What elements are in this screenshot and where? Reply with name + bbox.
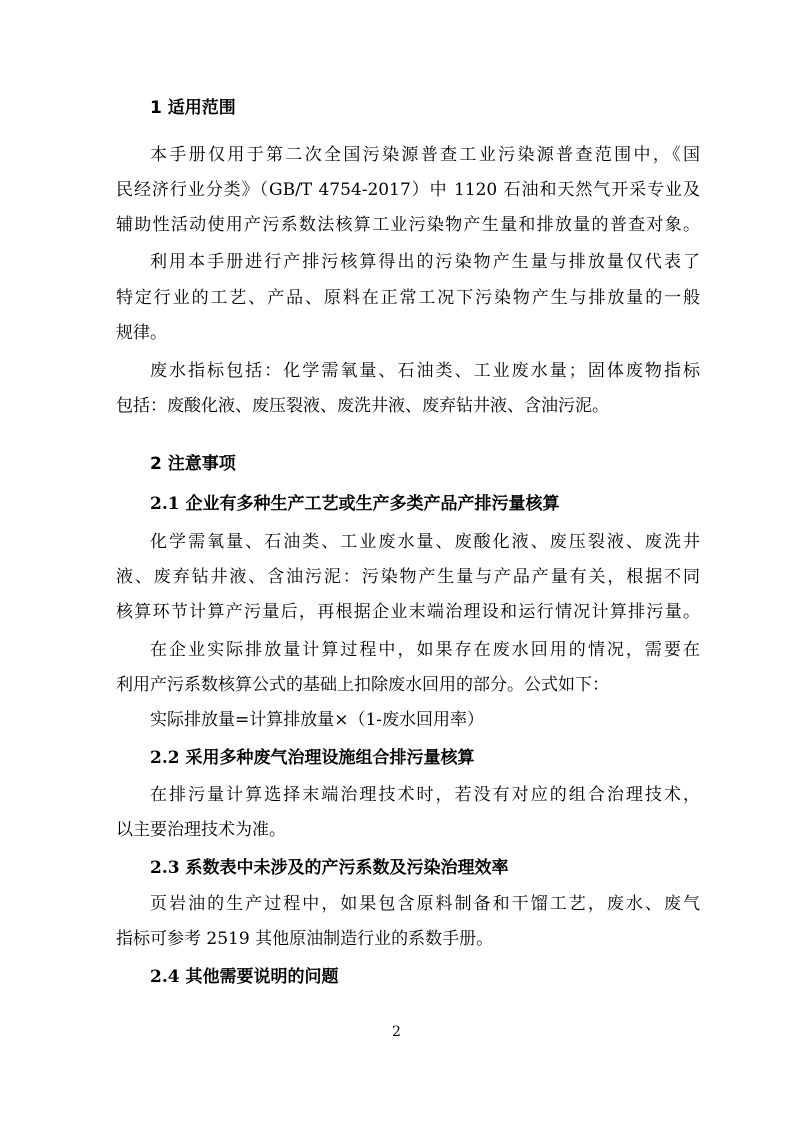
section-1-p3-line-2: 包括：废酸化液、废压裂液、废洗井液、废弃钻井液、含油污泥。 — [116, 396, 609, 416]
section-2-1-heading: 2.1 企业有多种生产工艺或生产多类产品产排污量核算 — [150, 494, 560, 514]
section-1-p2-line-1: 利用本手册进行产排污核算得出的污染物产生量与排放量仅代表了 — [150, 252, 700, 272]
section-2-1-p2-line-1: 在企业实际排放量计算过程中，如果存在废水回用的情况，需要在 — [150, 640, 700, 660]
section-2-1-p1-line-3: 核算环节计算产污量后，再根据企业末端治理设和运行情况计算排污量。 — [116, 602, 700, 622]
section-2-3-p1-line-2: 指标可参考 2519 其他原油制造行业的系数手册。 — [116, 929, 494, 949]
page-number: 2 — [392, 1024, 401, 1040]
section-2-heading: 2 注意事项 — [150, 454, 236, 474]
section-2-1-p2-line-2: 利用产污系数核算公式的基础上扣除废水回用的部分。公式如下： — [116, 675, 609, 695]
section-1-p3-line-1: 废水指标包括：化学需氧量、石油类、工业废水量；固体废物指标 — [150, 361, 700, 381]
section-1-p1-line-3: 辅助性活动使用产污系数法核算工业污染物产生量和排放量的普查对象。 — [116, 215, 700, 235]
section-2-3-heading: 2.3 系数表中未涉及的产污系数及污染治理效率 — [150, 858, 509, 878]
section-1-p1-line-1: 本手册仅用于第二次全国污染源普查工业污染源普查范围中，《国 — [150, 145, 700, 165]
section-2-1-formula: 实际排放量=计算排放量×（1-废水回用率） — [150, 710, 485, 730]
section-2-3-p1-line-1: 页岩油的生产过程中，如果包含原料制备和干馏工艺，废水、废气 — [150, 894, 700, 914]
section-2-4-heading: 2.4 其他需要说明的问题 — [150, 967, 339, 987]
section-1-p2-line-3: 规律。 — [116, 323, 167, 343]
section-1-p2-line-2: 特定行业的工艺、产品、原料在正常工况下污染物产生与排放量的一般 — [116, 288, 700, 308]
section-2-2-p1-line-1: 在排污量计算选择末端治理技术时，若没有对应的组合治理技术， — [150, 785, 700, 805]
section-2-2-p1-line-2: 以主要治理技术为准。 — [116, 820, 286, 840]
section-2-1-p1-line-2: 液、废弃钻井液、含油污泥：污染物产生量与产品产量有关，根据不同 — [116, 567, 700, 587]
section-2-2-heading: 2.2 采用多种废气治理设施组合排污量核算 — [150, 748, 475, 768]
section-1-heading: 1 适用范围 — [150, 98, 236, 118]
section-1-p1-line-2: 民经济行业分类》（GB/T 4754-2017）中 1120 石油和天然气开采专业及 — [116, 180, 700, 200]
section-2-1-p1-line-1: 化学需氧量、石油类、工业废水量、废酸化液、废压裂液、废洗井 — [150, 532, 700, 552]
